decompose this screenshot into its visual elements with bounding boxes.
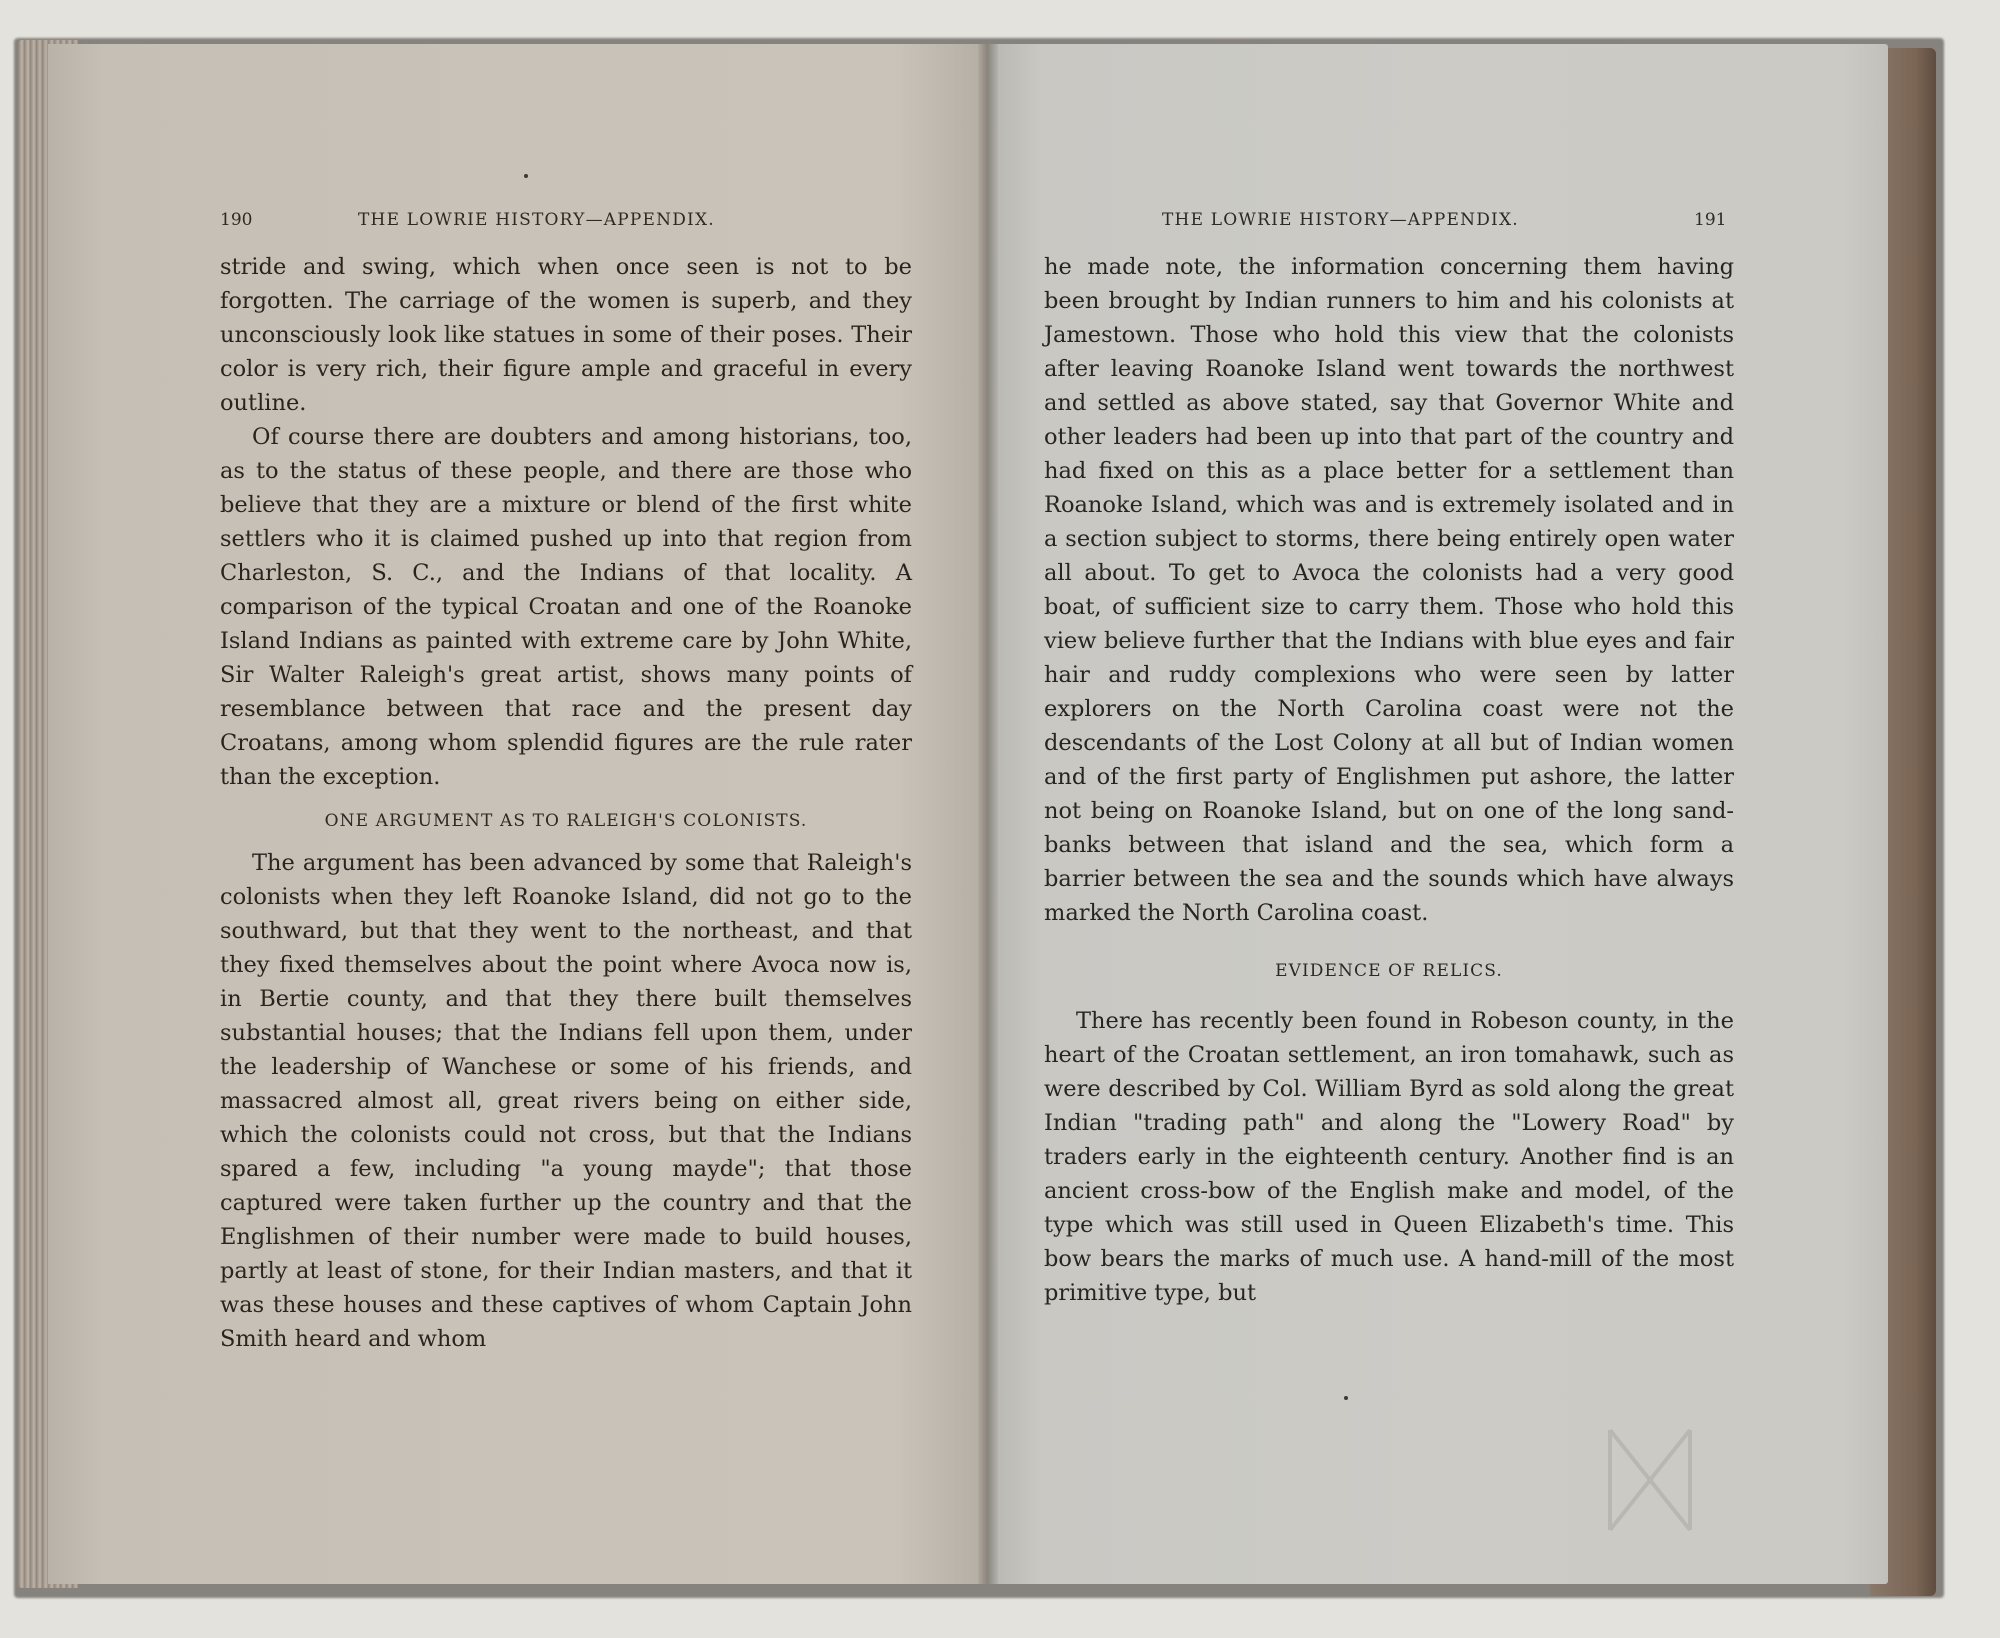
- left-page: [48, 44, 988, 1584]
- watermark-icon: [1600, 1420, 1700, 1540]
- section-subheading: EVIDENCE OF RELICS.: [1275, 961, 1503, 981]
- right-page: [988, 44, 1888, 1584]
- left-running-head: THE LOWRIE HISTORY—APPENDIX.: [358, 210, 715, 230]
- paragraph: stride and swing, which when once seen is not to be forgotten. The carriage of the women is superb, and they unconsciously look like statues in some of their poses. Their color is very rich, their figure ample and graceful in every outline.: [220, 254, 912, 416]
- print-speck: [1344, 1396, 1348, 1400]
- right-page-number: 191: [1694, 210, 1727, 230]
- left-text-block: [220, 250, 912, 1356]
- section-subheading: ONE ARGUMENT AS TO RALEIGH'S COLONISTS.: [324, 811, 808, 831]
- paragraph: Of course there are doubters and among historians, too, as to the status of these people, and there are those who believe that they are a mixture or blend of the first white settlers who it is claimed pushed up into that region from Charleston, S. C., and the Indians of that locality. A comparison of the typical Croatan and one of the Roanoke Island Indians as painted with extreme care by John White, Sir Walter Raleigh's great artist, shows many points of resemblance between that race and the present day Croatans, among whom splendid figures are the rule rater than the exception.: [220, 424, 912, 790]
- right-running-head: THE LOWRIE HISTORY—APPENDIX.: [1162, 210, 1519, 230]
- right-text-block: [1044, 250, 1734, 1310]
- paragraph: he made note, the information concerning them having been brought by Indian runners to him and his colonists at Jamestown. Those who hold this view that the colonists after leaving Roanoke Island went towards the northwest and settled as above stated, say that Governor White and other leaders had been up into that part of the country and had fixed on this as a place better for a settlement than Roanoke Island, which was and is extremely isolated and in a section subject to storms, there being entirely open water all about. To get to Avoca the colonists had a very good boat, of sufficient size to carry them. Those who hold this view believe further that the Indians with blue eyes and fair hair and ruddy complexions who were seen by latter explorers on the North Carolina coast were not the descendants of the Lost Colony at all but of Indian women and of the first party of Englishmen put ashore, the latter not being on Roanoke Island, but on one of the long sand-banks between that island and the sea, which form a barrier between the sea and the sounds which have always marked the North Carolina coast.: [1044, 254, 1734, 926]
- gutter-shadow: [978, 44, 998, 1584]
- left-page-number: 190: [220, 210, 253, 230]
- paragraph: There has recently been found in Robeson county, in the heart of the Croatan settlement, an iron tomahawk, such as were described by Col. William Byrd as sold along the great Indian "trading path" and along the "Lowery Road" by traders early in the eighteenth century. Another find is an ancient cross-bow of the English make and model, of the type which was still used in Queen Elizabeth's time. This bow bears the marks of much use. A hand-mill of the most primitive type, but: [1044, 1008, 1734, 1306]
- print-speck: [524, 174, 528, 178]
- paragraph: The argument has been advanced by some that Raleigh's colonists when they left Roanoke Island, did not go to the southward, but that they went to the northeast, and that they fixed themselves about the point where Avoca now is, in Bertie county, and that they there built themselves substantial houses; that the Indians fell upon them, under the leadership of Wanchese or some of his friends, and massacred almost all, great rivers being on either side, which the colonists could not cross, but that the Indians spared a few, including "a young mayde"; that those captured were taken further up the country and that the Englishmen of their number were made to build houses, partly at least of stone, for their Indian masters, and that it was these houses and these captives of whom Captain John Smith heard and whom: [220, 850, 912, 1352]
